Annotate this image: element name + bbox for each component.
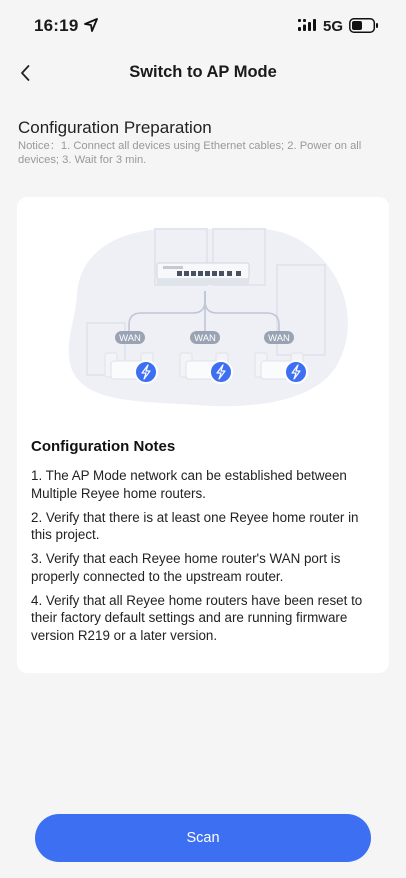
notes-list	[31, 467, 379, 651]
scan-button[interactable]: Scan	[35, 814, 371, 862]
preparation-title: Configuration Preparation	[18, 118, 212, 137]
note-item: 3. Verify that each Reyee home router's WAN port is properly connected to the upstream router.	[31, 551, 341, 584]
note-item: 1. The AP Mode network can be established between Multiple Reyee home routers.	[31, 468, 347, 501]
battery-icon	[349, 18, 379, 33]
note-item: 4. Verify that all Reyee home routers have been reset to their factory default settings and are running firmware version R219 or a later version.	[31, 592, 363, 643]
wan-label-1	[115, 331, 145, 344]
note-item: 2. Verify that there is at least one Reyee home router in this project.	[31, 509, 359, 542]
wan-label-text: WAN	[268, 333, 290, 344]
status-time: 16:19	[34, 16, 79, 35]
wan-label-3	[264, 331, 294, 344]
wan-label-2	[190, 331, 220, 344]
notes-title: Configuration Notes	[31, 438, 176, 455]
location-arrow-icon	[84, 18, 98, 32]
lightning-badge-icon	[135, 361, 157, 383]
wan-label-text: WAN	[194, 333, 216, 344]
configuration-card	[17, 197, 389, 673]
cellular-signal-icon	[298, 19, 318, 31]
wan-label-text: WAN	[119, 333, 141, 344]
nav-bar	[0, 52, 406, 94]
network-switch-device	[157, 263, 249, 285]
lightning-badge-icon	[285, 361, 307, 383]
page-title: Switch to AP Mode	[129, 63, 277, 81]
network-topology-illustration	[17, 205, 389, 415]
lightning-badge-icon	[210, 361, 232, 383]
preparation-notice: Notice：1. Connect all devices using Ethernet cables; 2. Power on all devices; 3. Wait for 3 min.	[18, 140, 362, 166]
network-type-label: 5G	[323, 18, 344, 35]
status-bar	[0, 0, 406, 52]
